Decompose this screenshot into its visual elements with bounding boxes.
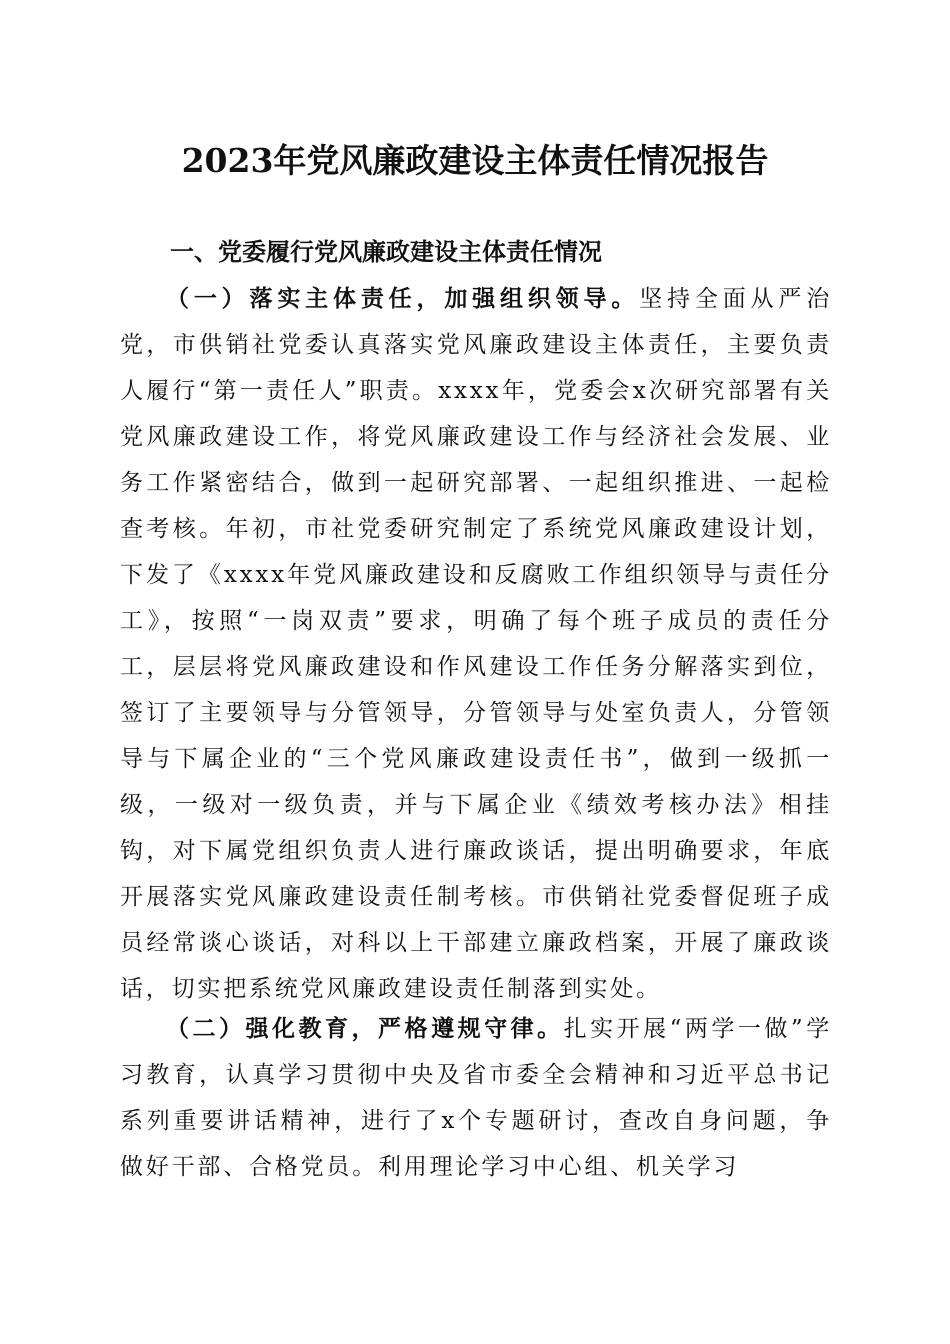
paragraph-1-text: 坚持全面从严治党，市供销社党委认真落实党风廉政建设主体责任，主要负责人履行“第一责任人”职责。xxxx年，党委会x次研究部署有关党风廉政建设工作，将党风廉政建设工作与经济社会发展、业务工作紧密结合，做到一起研究部署、一起组织推进、一起检查考核。年初，市社党委研究制定了系统党风廉政建设计划，下发了《xxxx年党风廉政建设和反腐败工作组织领导与责任分工》，按照“一岗双责”要求，明确了每个班子成员的责任分工，层层将党风廉政建设和作风建设工作任务分解落实到位，签订了主要领导与分管领导，分管领导与处室负责人，分管领导与下属企业的“三个党风廉政建设责任书”，做到一级抓一级，一级对一级负责，并与下属企业《绩效考核办法》相挂钩，对下属党组织负责人进行廉政谈话，提出明确要求，年底开展落实党风廉政建设责任制考核。市供销社党委督促班子成员经常谈心谈话，对科以上干部建立廉政档案，开展了廉政谈话，切实把系统党风廉政建设责任制落到实处。 [120, 286, 832, 1002]
paragraph-2-lead: （二）强化教育，严格遵规守律。 [166, 1015, 564, 1042]
paragraph-1 [120, 276, 832, 1012]
page-title: 2023年党风廉政建设主体责任情况报告 [181, 141, 769, 180]
paragraph-1-lead: （一）落实主体责任，加强组织领导。 [166, 285, 640, 312]
section-heading: 一、党委履行党风廉政建设主体责任情况 [170, 238, 602, 266]
paragraph-2-text: 扎实开展“两学一做”学习教育，认真学习贯彻中央及省市委全会精神和习近平总书记系列重要讲话精神，进行了x个专题研讨，查改自身问题，争做好干部、合格党员。利用理论学习中心组、机关学习 [120, 1016, 832, 1180]
paragraph-2 [120, 1006, 832, 1190]
